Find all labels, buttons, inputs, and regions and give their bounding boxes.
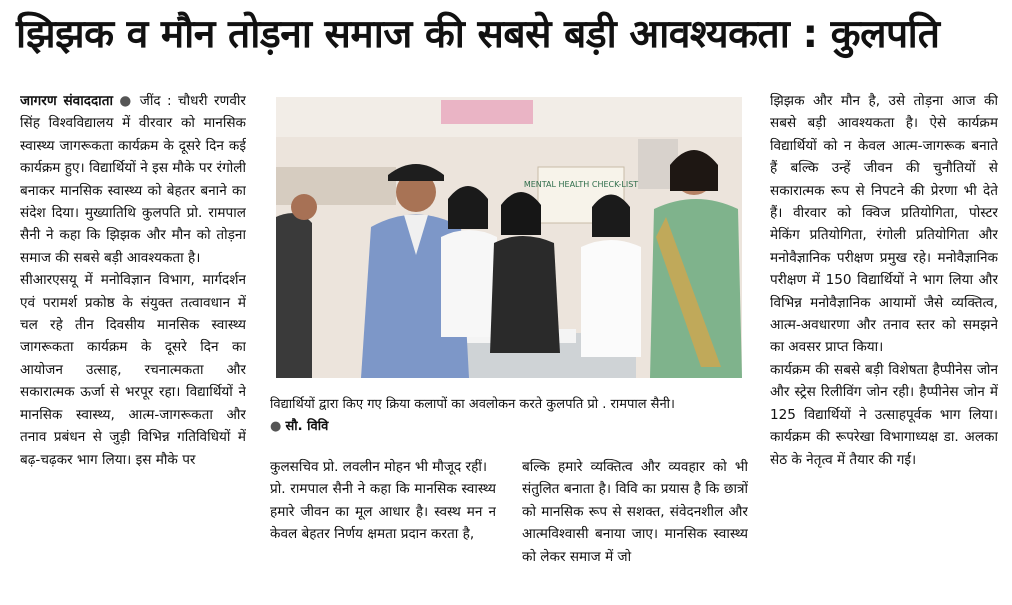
byline: जागरण संवाददाता xyxy=(20,93,113,109)
photo-credit: सौ. विवि xyxy=(285,419,329,434)
article-column-3: बल्कि हमारे व्यक्तित्व और व्यवहार को भी संतुलित बनाता है। विवि का प्रयास है कि छात्रों को मानसिक रूप से सशक्त, संवेदनशील और आत्मविश्वासी बनाया जाए। मानसिक स्वास्थ्य को लेकर समाज में जो xyxy=(522,459,748,565)
byline-dot-icon: ● xyxy=(119,93,134,109)
photo-caption xyxy=(270,394,746,438)
photo-illustration xyxy=(276,97,742,378)
column-1-text: जींद : चौधरी रणवीर सिंह विश्वविद्यालय में वीरवार को मानसिक स्वास्थ्य जागरूकता कार्यक्रम के दूसरे दिन कई कार्यक्रम हुए। विद्यार्थियों ने इस मौके पर रंगोली बनाकर मानसिक स्वास्थ्य को बेहतर बनाने का संदेश दिया। मुख्यातिथि कुलपति प्रो. रामपाल सैनी ने कहा कि झिझक और मौन को तोड़ना समाज की सबसे बड़ी आवश्यकता है। सीआरएसयू में मनोविज्ञान विभाग, मार्गदर्शन एवं परामर्श प्रकोष्ठ के संयुक्त तत्वावधान में चल रहे तीन दिवसीय मानसिक स्वास्थ्य जागरूकता कार्यक्रम के दूसरे दिन का आयोजन उत्साह, रचनात्मकता और सकारात्मक ऊर्जा से भरपूर रहा। विद्यार्थियों ने मानसिक स्वास्थ्य, आत्म-जागरूकता और तनाव प्रबंधन से जुड़ी विभिन्न गतिविधियों में बढ़-चढ़कर भाग लिया। इस मौके पर xyxy=(20,93,246,468)
credit-dot-icon: ● xyxy=(270,419,282,434)
article-column-2: कुलसचिव प्रो. लवलीन मोहन भी मौजूद रहीं। प्रो. रामपाल सैनी ने कहा कि मानसिक स्वास्थ्य हमारे जीवन का मूल आधार है। स्वस्थ मन न केवल बेहतर निर्णय क्षमता प्रदान करता है, xyxy=(270,459,496,543)
headline: झिझक व मौन तोड़ना समाज की सबसे बड़ी आवश्यकता : कुलपति xyxy=(16,12,940,57)
poster-text: MENTAL HEALTH CHECK-LIST xyxy=(523,180,639,189)
article-column-4: झिझक और मौन है, उसे तोड़ना आज की सबसे बड़ी आवश्यकता है। ऐसे कार्यक्रम विद्यार्थियों को न केवल आत्म-जागरूक बनाते हैं बल्कि उन्हें जीवन की चुनौतियों से सकारात्मक रूप से निपटने की प्रेरणा भी देते हैं। वीरवार को क्विज प्रतियोगिता, पोस्टर मेकिंग प्रतियोगिता, रंगोली प्रतियोगिता और मनोवैज्ञानिक परीक्षण प्रमुख रहे। मनोवैज्ञानिक परीक्षण में 150 विद्यार्थियों ने भाग लिया और विभिन्न मनोवैज्ञानिक आयामों जैसे व्यक्तित्व, आत्म-अवधारणा और तनाव स्तर को समझने का अवसर प्राप्त किया। कार्यक्रम की सबसे बड़ी विशेषता हैप्पीनेस जोन और स्ट्रेस रिलीविंग जोन रही। हैप्पीनेस जोन में 125 विद्यार्थियों ने उत्साहपूर्वक भाग लिया। कार्यक्रम की रूपरेखा विभागाध्यक्ष डा. अलका सेठ के नेतृत्व में तैयार की गई। xyxy=(770,93,998,468)
article-column-1 xyxy=(20,90,246,602)
caption-text: विद्यार्थियों द्वारा किए गए क्रिया कलापों का अवलोकन करते कुलपति प्रो . रामपाल सैनी। xyxy=(270,397,675,412)
article-photo xyxy=(276,97,742,378)
